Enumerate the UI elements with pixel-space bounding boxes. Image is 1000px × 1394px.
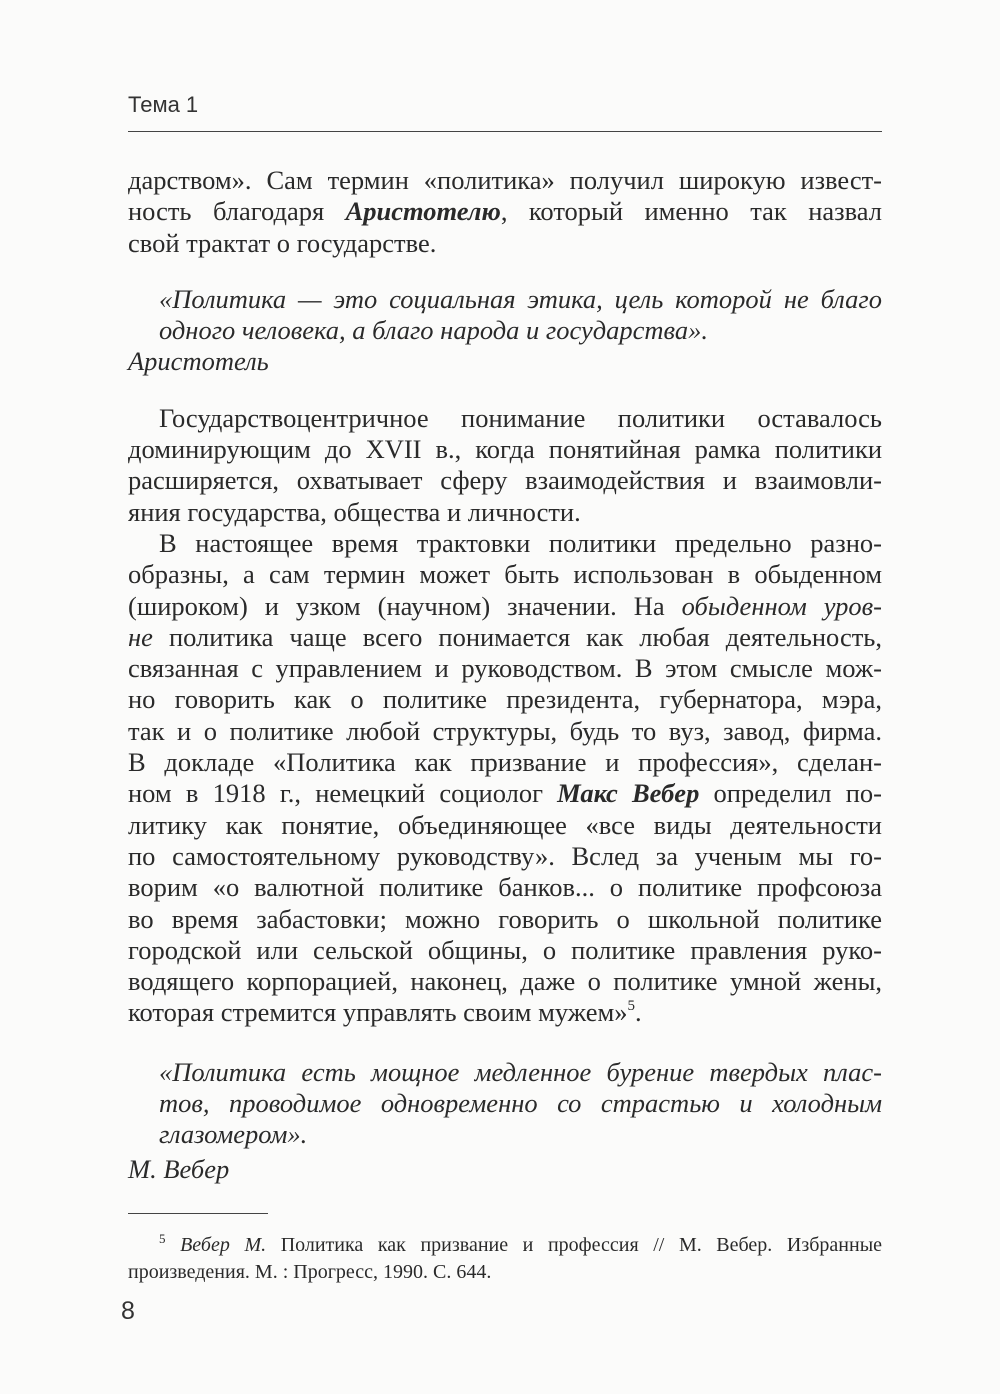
text-line: В докладе «Политика как призвание и профессия», сделан-	[128, 747, 882, 778]
emphasized-term: не	[128, 621, 153, 652]
text-line: во время забастовки; можно говорить о школьной политике	[128, 903, 882, 934]
header-divider	[128, 131, 882, 132]
footnote	[128, 1232, 882, 1286]
text-line: яния государства, общества и личности.	[128, 496, 581, 527]
quote-line: «Политика есть мощное медленное бурение твердых плас-	[159, 1056, 882, 1087]
paragraph-3	[128, 528, 882, 1029]
emphasized-name-aristotle: Аристотелю	[345, 196, 501, 227]
text-line: дарством». Сам термин «политика» получил широкую извест-	[128, 165, 882, 195]
text-line: литику как понятие, объединяющее «все виды деятельности	[128, 809, 882, 840]
footnote-author: Вебер М.	[180, 1234, 267, 1256]
text-line: по самостоятельному руководству». Вслед за ученым мы го-	[128, 840, 882, 871]
paragraph-2	[128, 403, 882, 528]
footnote-number: 5	[159, 1231, 166, 1246]
quote-author: Аристотель	[128, 346, 269, 377]
page-number: 8	[121, 1297, 135, 1325]
text-line: так и о политике любой структуры, будь то вуз, завод, фирма.	[128, 715, 882, 746]
text-line: которая стремится управлять своим мужем»$^5$.	[128, 997, 642, 1028]
quote-line: тов, проводимое одновременно со страстью и холодным	[159, 1088, 882, 1119]
text-line: Государствоцентричное понимание политики оставалось	[159, 402, 882, 433]
footnote-line: $^5$ Вебер М. Политика как призвание и профессия // М. Вебер. Избранные	[159, 1231, 883, 1256]
text-line: городской или сельской общины, о политике правления руко-	[128, 934, 882, 965]
text-line: ном в 1918 г., немецкий социолог Макс Вебер определил по-	[128, 778, 882, 809]
footnote-divider	[128, 1213, 268, 1214]
emphasized-term: обыденном уров-	[681, 590, 882, 621]
text-line: водящего корпорацией, наконец, даже о политике умной жены,	[128, 966, 882, 997]
running-header: Тема 1	[128, 92, 199, 117]
text-line: В настоящее время трактовки политики предельно разно-	[159, 527, 882, 558]
text-line: ность благодаря Аристотелю, который именно так назвал	[128, 196, 882, 227]
footnote-line: произведения. М. : Прогресс, 1990. С. 644.	[128, 1261, 492, 1283]
emphasized-name-weber: Макс Вебер	[557, 778, 700, 809]
quote-author: М. Вебер	[128, 1153, 230, 1184]
epigraph-quote-weber	[128, 1057, 882, 1151]
text-line: ворим «о валютной политике банков... о политике профсоюза	[128, 872, 882, 903]
quote-line: глазомером».	[159, 1119, 308, 1150]
quote-line: «Политика — это социальная этика, цель которой не благо	[159, 283, 882, 314]
main-text	[128, 165, 882, 1185]
text-line: расширяется, охватывает сферу взаимодействия и взаимовли-	[128, 465, 882, 496]
text-line: (широком) и узком (научном) значении. На обыденном уров-	[128, 590, 882, 621]
epigraph-quote-aristotle	[128, 284, 882, 347]
text-line: свой трактат о государстве.	[128, 227, 437, 258]
paragraph-1	[128, 165, 882, 259]
text-line: но говорить как о политике президента, губернатора, мэра,	[128, 684, 882, 715]
text-line: образны, а сам термин может быть использован в обыденном	[128, 559, 882, 590]
footnote-reference[interactable]: 5	[627, 998, 635, 1015]
text-line: доминирующим до XVII в., когда понятийная рамка политики	[128, 434, 882, 465]
text-line: связанная с управлением и руководством. В этом смысле мож-	[128, 653, 882, 684]
quote-line: одного человека, а благо народа и государства».	[159, 315, 708, 346]
text-line: не политика чаще всего понимается как любая деятельность,	[128, 621, 882, 652]
